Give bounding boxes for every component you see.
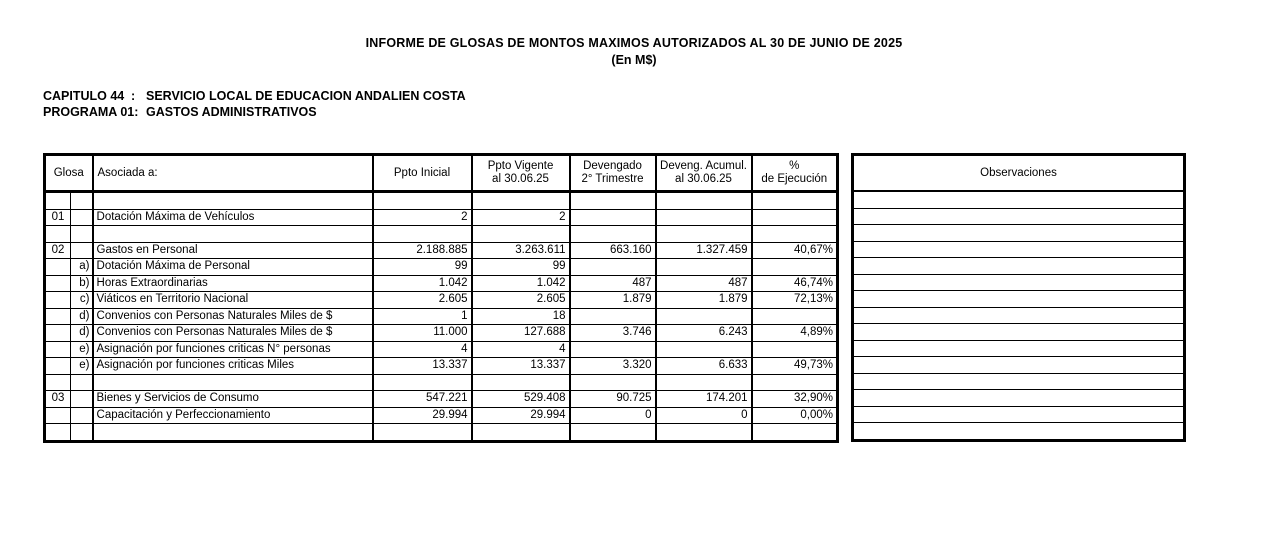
- glosa-num-cell: [45, 275, 71, 292]
- glosa-num-cell: [45, 407, 71, 424]
- ejecucion-cell: [752, 341, 838, 358]
- table-row: [45, 226, 838, 243]
- glosa-num-cell: 01: [45, 209, 71, 226]
- col-header-ejecucion-line2: de Ejecución: [761, 173, 828, 185]
- devengado-cell: [570, 226, 656, 243]
- ppto-vigente-cell: [472, 226, 570, 243]
- ppto-vigente-cell: 3.263.611: [472, 242, 570, 259]
- ejecucion-cell: 32,90%: [752, 391, 838, 408]
- observaciones-row: [853, 191, 1185, 208]
- observaciones-row: [853, 357, 1185, 374]
- observaciones-row: [853, 373, 1185, 390]
- ppto-inicial-cell: 2: [373, 209, 472, 226]
- deveng-acumul-cell: 6.633: [656, 358, 752, 375]
- ejecucion-cell: [752, 259, 838, 276]
- ppto-vigente-cell: 529.408: [472, 391, 570, 408]
- glosa-num-cell: 03: [45, 391, 71, 408]
- observaciones-cell: [853, 208, 1185, 225]
- glosa-letter-cell: d): [71, 308, 93, 325]
- observaciones-table-body: [853, 191, 1185, 440]
- ejecucion-cell: 49,73%: [752, 358, 838, 375]
- col-header-ppto-vigente-line1: Ppto Vigente: [487, 159, 554, 172]
- table-row: [45, 275, 838, 292]
- glosa-num-cell: [45, 325, 71, 342]
- observaciones-cell: [853, 357, 1185, 374]
- devengado-cell: 90.725: [570, 391, 656, 408]
- ppto-inicial-cell: 1: [373, 308, 472, 325]
- devengado-cell: [570, 308, 656, 325]
- table-row: [45, 192, 838, 210]
- ppto-vigente-cell: [472, 192, 570, 210]
- programa-label: PROGRAMA 01:: [43, 104, 139, 119]
- capitulo-label: CAPITULO 44: [43, 89, 125, 103]
- glosas-table: [43, 153, 839, 443]
- glosa-num-cell: [45, 259, 71, 276]
- observaciones-row: [853, 423, 1185, 441]
- asociada-cell: [93, 192, 373, 210]
- glosa-num-cell: [45, 308, 71, 325]
- deveng-acumul-cell: [656, 259, 752, 276]
- asociada-cell: Bienes y Servicios de Consumo: [93, 391, 373, 408]
- devengado-cell: [570, 259, 656, 276]
- ppto-inicial-cell: 1.042: [373, 275, 472, 292]
- glosa-num-cell: [45, 292, 71, 309]
- ppto-inicial-cell: 13.337: [373, 358, 472, 375]
- glosas-table-header-row: [45, 155, 838, 192]
- asociada-cell: [93, 424, 373, 442]
- capitulo-colon: :: [131, 89, 136, 103]
- col-header-ppto-vigente: [472, 155, 570, 192]
- observaciones-row: [853, 307, 1185, 324]
- col-header-devengado-line2: 2° Trimestre: [581, 173, 644, 185]
- asociada-cell: Convenios con Personas Naturales Miles de $: [93, 308, 373, 325]
- asociada-cell: Asignación por funciones criticas N° personas: [93, 341, 373, 358]
- devengado-cell: 663.160: [570, 242, 656, 259]
- observaciones-cell: [853, 274, 1185, 291]
- devengado-cell: [570, 341, 656, 358]
- observaciones-cell: [853, 241, 1185, 258]
- glosa-letter-cell: [71, 424, 93, 442]
- ejecucion-cell: [752, 374, 838, 391]
- ppto-inicial-cell: 99: [373, 259, 472, 276]
- observaciones-row: [853, 258, 1185, 275]
- ejecucion-cell: [752, 308, 838, 325]
- deveng-acumul-cell: 1.879: [656, 292, 752, 309]
- glosa-letter-cell: [71, 391, 93, 408]
- col-header-asociada: Asociada a:: [93, 155, 373, 192]
- glosa-letter-cell: e): [71, 358, 93, 375]
- devengado-cell: 487: [570, 275, 656, 292]
- deveng-acumul-cell: [656, 341, 752, 358]
- asociada-cell: Viáticos en Territorio Nacional: [93, 292, 373, 309]
- col-header-devengado: [570, 155, 656, 192]
- observaciones-cell: [853, 423, 1185, 441]
- glosa-num-cell: [45, 341, 71, 358]
- observaciones-row: [853, 291, 1185, 308]
- glosa-num-cell: [45, 226, 71, 243]
- ppto-vigente-cell: 99: [472, 259, 570, 276]
- observaciones-row: [853, 208, 1185, 225]
- ppto-inicial-cell: 4: [373, 341, 472, 358]
- programa-value: GASTOS ADMINISTRATIVOS: [146, 104, 317, 119]
- observaciones-row: [853, 225, 1185, 242]
- devengado-cell: 3.746: [570, 325, 656, 342]
- table-row: [45, 209, 838, 226]
- col-header-deveng-acumul-line2: al 30.06.25: [675, 173, 732, 185]
- deveng-acumul-cell: 1.327.459: [656, 242, 752, 259]
- ejecucion-cell: [752, 424, 838, 442]
- observaciones-row: [853, 406, 1185, 423]
- ppto-vigente-cell: 127.688: [472, 325, 570, 342]
- ppto-vigente-cell: 2: [472, 209, 570, 226]
- glosa-num-cell: [45, 374, 71, 391]
- asociada-cell: [93, 374, 373, 391]
- ppto-inicial-cell: 2.188.885: [373, 242, 472, 259]
- observaciones-row: [853, 274, 1185, 291]
- glosa-letter-cell: [71, 407, 93, 424]
- col-header-ppto-vigente-line2: al 30.06.25: [492, 173, 549, 185]
- devengado-cell: 0: [570, 407, 656, 424]
- table-row: [45, 308, 838, 325]
- glosa-letter-cell: c): [71, 292, 93, 309]
- ejecucion-cell: 72,13%: [752, 292, 838, 309]
- devengado-cell: [570, 374, 656, 391]
- deveng-acumul-cell: 0: [656, 407, 752, 424]
- asociada-cell: Dotación Máxima de Personal: [93, 259, 373, 276]
- ppto-inicial-cell: [373, 374, 472, 391]
- table-row: [45, 292, 838, 309]
- col-header-ejecucion: [752, 155, 838, 192]
- glosa-letter-cell: e): [71, 341, 93, 358]
- ejecucion-cell: [752, 226, 838, 243]
- ejecucion-cell: 40,67%: [752, 242, 838, 259]
- deveng-acumul-cell: [656, 374, 752, 391]
- col-header-deveng-acumul: [656, 155, 752, 192]
- asociada-cell: [93, 226, 373, 243]
- report-subtitle: (En M$): [611, 53, 657, 67]
- table-row: [45, 374, 838, 391]
- ppto-vigente-cell: 13.337: [472, 358, 570, 375]
- glosa-num-cell: [45, 192, 71, 210]
- ejecucion-cell: [752, 192, 838, 210]
- observaciones-cell: [853, 258, 1185, 275]
- observaciones-cell: [853, 225, 1185, 242]
- table-row: [45, 391, 838, 408]
- table-row: [45, 407, 838, 424]
- asociada-cell: Gastos en Personal: [93, 242, 373, 259]
- report-header: [0, 36, 1268, 67]
- ppto-inicial-cell: [373, 192, 472, 210]
- asociada-cell: Horas Extraordinarias: [93, 275, 373, 292]
- deveng-acumul-cell: 487: [656, 275, 752, 292]
- observaciones-cell: [853, 373, 1185, 390]
- table-row: [45, 242, 838, 259]
- observaciones-cell: [853, 390, 1185, 407]
- observaciones-row: [853, 340, 1185, 357]
- ppto-inicial-cell: 2.605: [373, 292, 472, 309]
- ejecucion-cell: 4,89%: [752, 325, 838, 342]
- deveng-acumul-cell: [656, 424, 752, 442]
- deveng-acumul-cell: [656, 308, 752, 325]
- report-meta: [43, 89, 466, 120]
- table-row: [45, 259, 838, 276]
- glosa-letter-cell: a): [71, 259, 93, 276]
- ppto-vigente-cell: 18: [472, 308, 570, 325]
- ppto-inicial-cell: 29.994: [373, 407, 472, 424]
- glosas-table-body: [45, 192, 838, 442]
- ppto-vigente-cell: [472, 374, 570, 391]
- ppto-vigente-cell: 2.605: [472, 292, 570, 309]
- glosa-letter-cell: d): [71, 325, 93, 342]
- glosa-letter-cell: [71, 242, 93, 259]
- glosa-letter-cell: [71, 226, 93, 243]
- glosa-letter-cell: [71, 209, 93, 226]
- col-header-devengado-line1: Devengado: [583, 159, 642, 172]
- observaciones-cell: [853, 307, 1185, 324]
- deveng-acumul-cell: 6.243: [656, 325, 752, 342]
- observaciones-table: [851, 153, 1186, 442]
- asociada-cell: Capacitación y Perfeccionamiento: [93, 407, 373, 424]
- glosa-letter-cell: [71, 374, 93, 391]
- table-row: [45, 325, 838, 342]
- observaciones-row: [853, 390, 1185, 407]
- table-row: [45, 341, 838, 358]
- ppto-inicial-cell: [373, 424, 472, 442]
- observaciones-cell: [853, 324, 1185, 341]
- ppto-vigente-cell: 29.994: [472, 407, 570, 424]
- ejecucion-cell: 46,74%: [752, 275, 838, 292]
- col-header-ppto-inicial: Ppto Inicial: [373, 155, 472, 192]
- observaciones-cell: [853, 406, 1185, 423]
- ejecucion-cell: [752, 209, 838, 226]
- deveng-acumul-cell: [656, 226, 752, 243]
- ejecucion-cell: 0,00%: [752, 407, 838, 424]
- observaciones-row: [853, 241, 1185, 258]
- glosa-num-cell: 02: [45, 242, 71, 259]
- devengado-cell: [570, 192, 656, 210]
- table-row: [45, 358, 838, 375]
- observaciones-header-row: [853, 155, 1185, 192]
- deveng-acumul-cell: [656, 209, 752, 226]
- col-header-ejecucion-line1: %: [789, 159, 800, 172]
- capitulo-value: SERVICIO LOCAL DE EDUCACION ANDALIEN COSTA: [146, 89, 466, 103]
- ppto-inicial-cell: 547.221: [373, 391, 472, 408]
- asociada-cell: Asignación por funciones criticas Miles: [93, 358, 373, 375]
- table-row: [45, 424, 838, 442]
- devengado-cell: 3.320: [570, 358, 656, 375]
- observaciones-cell: [853, 291, 1185, 308]
- observaciones-row: [853, 324, 1185, 341]
- asociada-cell: Dotación Máxima de Vehículos: [93, 209, 373, 226]
- ppto-inicial-cell: 11.000: [373, 325, 472, 342]
- deveng-acumul-cell: [656, 192, 752, 210]
- observaciones-cell: [853, 191, 1185, 208]
- devengado-cell: [570, 209, 656, 226]
- report-title: INFORME DE GLOSAS DE MONTOS MAXIMOS AUTORIZADOS AL 30 DE JUNIO DE 2025: [365, 36, 903, 50]
- capitulo-line: [43, 89, 466, 105]
- glosa-letter-cell: [71, 192, 93, 210]
- devengado-cell: 1.879: [570, 292, 656, 309]
- glosa-num-cell: [45, 358, 71, 375]
- col-header-glosa: Glosa: [45, 155, 93, 192]
- ppto-vigente-cell: 4: [472, 341, 570, 358]
- deveng-acumul-cell: 174.201: [656, 391, 752, 408]
- observaciones-cell: [853, 340, 1185, 357]
- ppto-inicial-cell: [373, 226, 472, 243]
- col-header-deveng-acumul-line1: Deveng. Acumul.: [660, 159, 747, 172]
- devengado-cell: [570, 424, 656, 442]
- programa-line: [43, 105, 466, 121]
- glosa-num-cell: [45, 424, 71, 442]
- ppto-vigente-cell: 1.042: [472, 275, 570, 292]
- asociada-cell: Convenios con Personas Naturales Miles de $: [93, 325, 373, 342]
- ppto-vigente-cell: [472, 424, 570, 442]
- glosa-letter-cell: b): [71, 275, 93, 292]
- col-header-observaciones: Observaciones: [853, 155, 1185, 192]
